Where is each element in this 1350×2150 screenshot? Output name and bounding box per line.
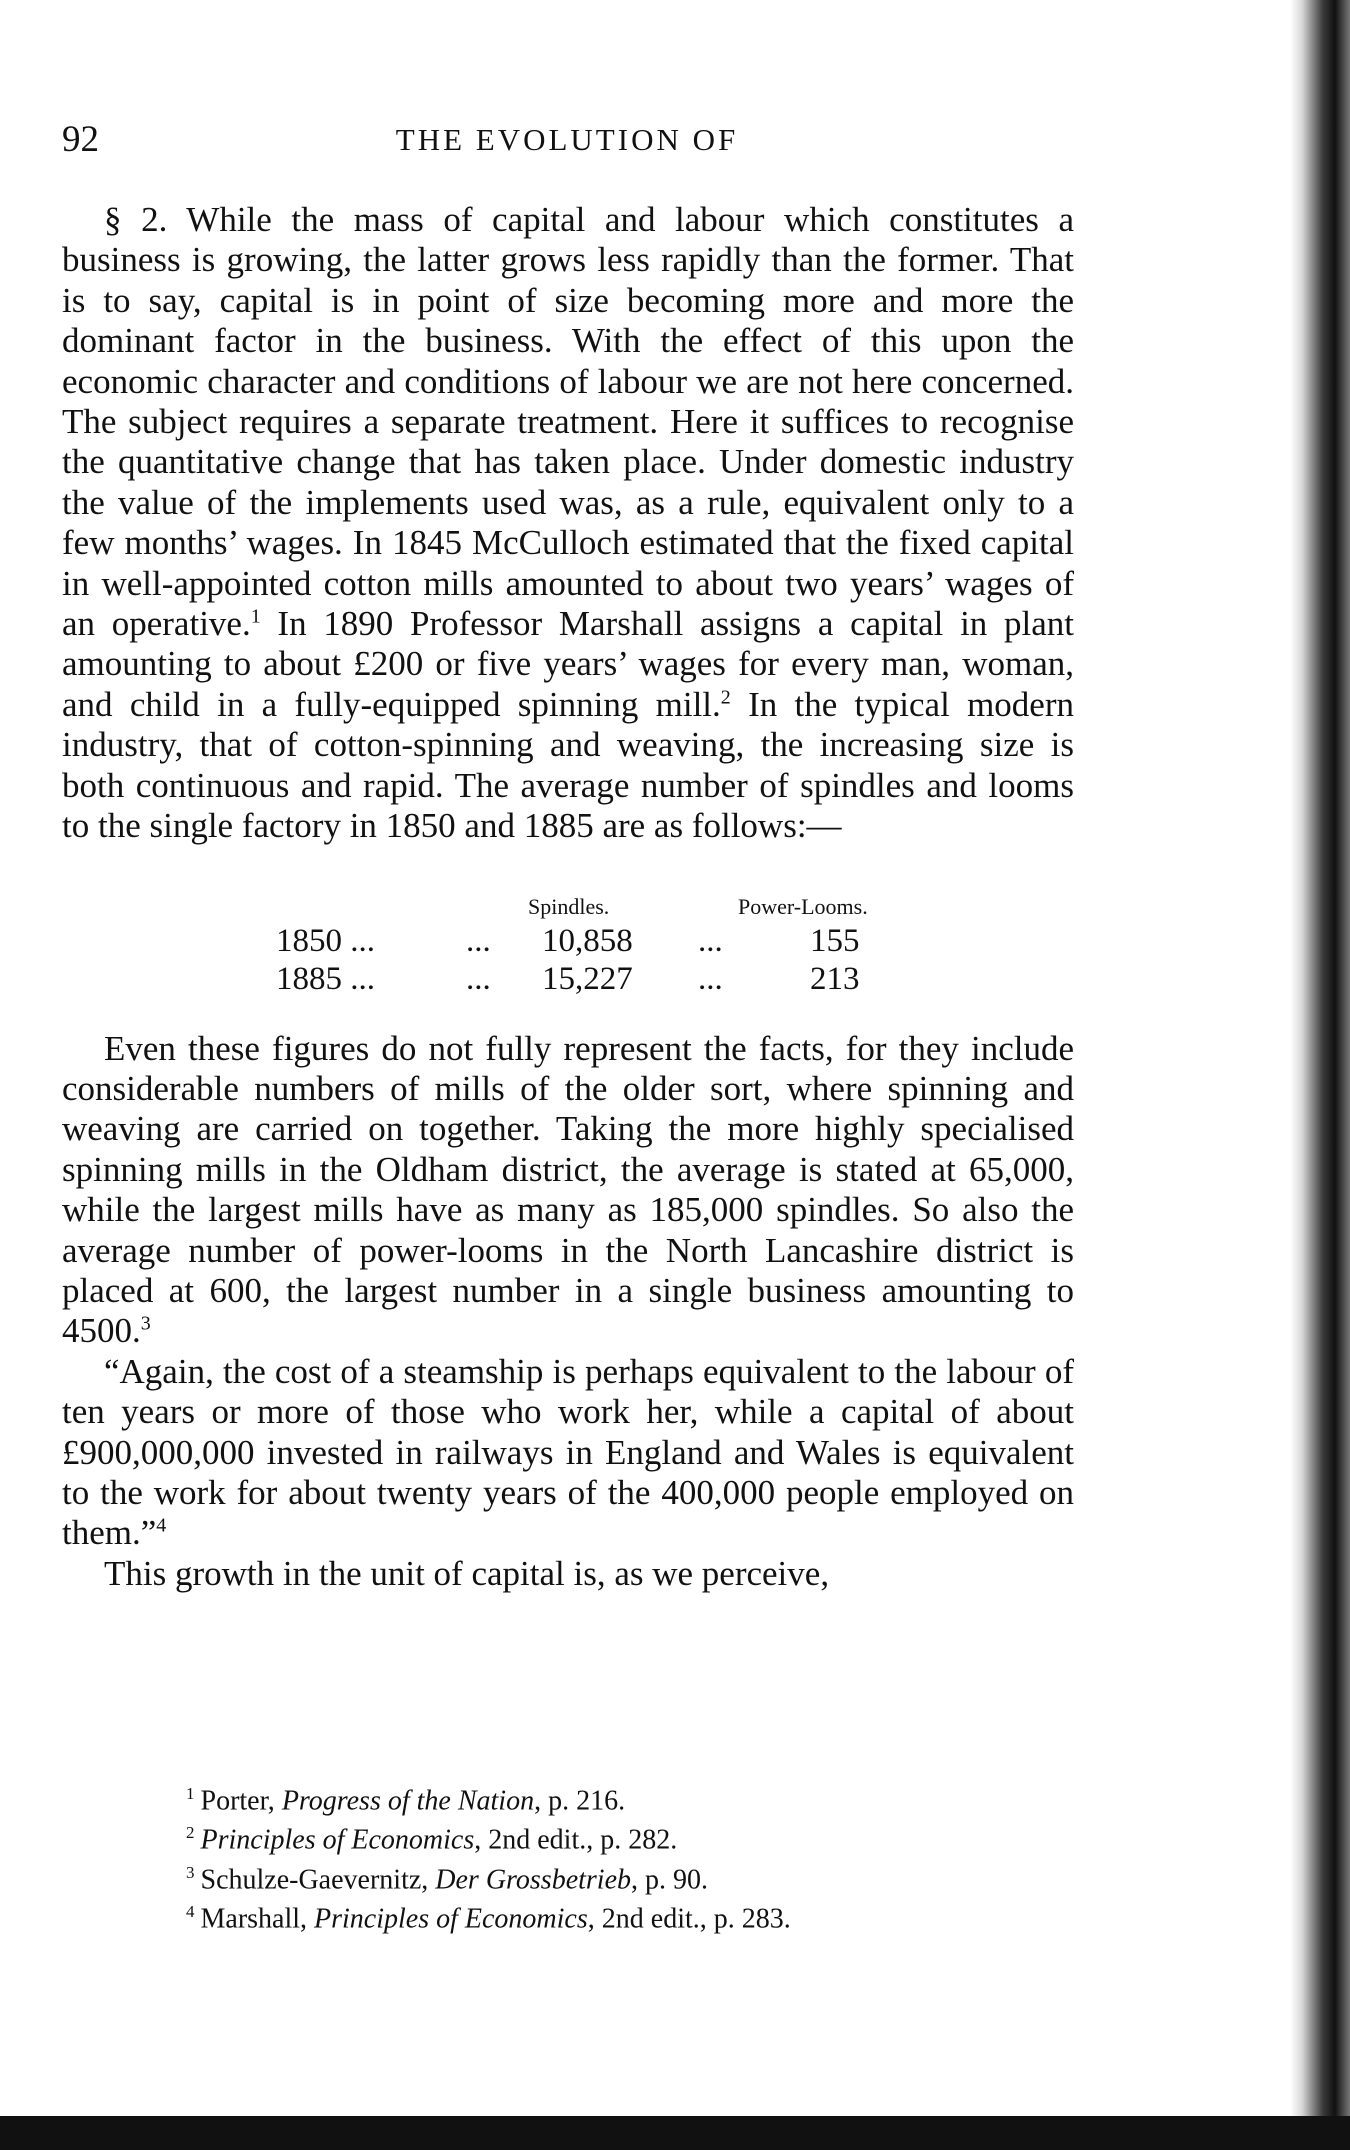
footnote-ref-4: 4 [156, 1514, 167, 1537]
table-header-power-looms: Power-Looms. [738, 893, 868, 919]
footnote-ref-1: 1 [250, 605, 261, 628]
paragraph-1 [62, 200, 1074, 847]
paragraph-3 [62, 1352, 1074, 1554]
footnote-mark: 1 [186, 1784, 195, 1803]
book-binding-edge [1290, 0, 1350, 2150]
table-cell-looms: 213 [810, 960, 860, 997]
footnote-text: , 2nd edit., p. 283. [587, 1903, 791, 1935]
paragraph-4 [62, 1554, 1074, 1594]
footnote-ref-3: 3 [140, 1312, 151, 1335]
paragraph-3-text: “Again, the cost of a steamship is perhaps equivalent to the labour of ten years or more of those who work her, while a capital of about £900,000,000 invested in railways in England and Wales is equivalent to the work for about twenty years of the 400,000 people employed on them.” [62, 1351, 1074, 1553]
table-cell-spindles: 15,227 [542, 960, 633, 997]
spindles-looms-table [62, 887, 1074, 1007]
table-cell-leader: ... [466, 960, 491, 997]
footnote-text: , 2nd edit., p. 282. [474, 1824, 678, 1856]
table-cell-year: 1850 ... [276, 922, 375, 959]
paragraph-1-part-a: § 2. While the mass of capital and labour which constitutes a business is growing, the latter grows less rapidly than the former. That is to say, capital is in point of size becoming more and more the dominant factor in the business. With the effect of this upon the economic character and conditions of labour we are not here concerned. The subject requires a separate treatment. Here it suffices to recognise the quantitative change that has taken place. Under domestic industry the value of the implements used was, as a rule, equivalent only to a few months’ wages. In 1845 McCulloch estimated that the fixed capital in well-appointed cotton mills amounted to about two years’ wages of an operative. [62, 200, 1074, 644]
paragraph-1-part-c: In the typical modern industry, that of cotton-spinning and weaving, the increasing size is both continuous and rapid. The average number of spindles and looms to the single factory in 1850 and 1885 are as follows:— [62, 684, 1075, 846]
paragraph-2-text: Even these figures do not fully represent the facts, for they include considerable numbers of mills of the older sort, where spinning and weaving are carried on together. Taking the more highly specialised spinning mills in the Oldham district, the average is stated at 65,000, while the largest mills have as many as 185,000 spindles. So also the average number of power-looms in the North Lancashire district is placed at 600, the largest number in a single business amounting to 4500. [62, 1028, 1074, 1351]
scan-bottom-edge [0, 2116, 1350, 2150]
footnote [186, 1896, 986, 1935]
page-number: 92 [62, 119, 99, 160]
table-cell-looms: 155 [810, 922, 860, 959]
footnotes [186, 1778, 986, 1935]
footnote-text: Schulze-Gaevernitz, [200, 1863, 436, 1895]
footnote-title: Progress of the Nation [281, 1785, 535, 1817]
footnote-mark: 3 [186, 1862, 195, 1882]
footnote [186, 1778, 986, 1817]
table-cell-year: 1885 ... [276, 960, 375, 997]
footnote-title: Principles of Economics [200, 1824, 475, 1856]
table-cell-leader: ... [466, 922, 491, 959]
page-header [62, 118, 1072, 168]
footnote-text: Marshall, [200, 1903, 315, 1935]
table-cell-leader: ... [698, 960, 723, 997]
table-row [62, 959, 1074, 997]
footnote-text: Porter, [200, 1785, 282, 1817]
footnote-title: Der Grossbetrieb [435, 1863, 632, 1895]
footnote-ref-2: 2 [720, 686, 731, 709]
table-cell-spindles: 10,858 [542, 922, 633, 959]
footnote [186, 1817, 986, 1856]
footnote [186, 1857, 986, 1896]
footnote-mark: 4 [186, 1901, 195, 1921]
table-cell-leader: ... [698, 922, 723, 959]
footnote-text: , p. 90. [631, 1863, 709, 1895]
footnote-text: , p. 216. [534, 1785, 626, 1817]
paragraph-1-part-b: In 1890 Professor Marshall assigns a capital in plant amounting to about £200 or five years’ wages for every man, woman, and child in a fully-equipped spinning mill. [62, 604, 1074, 724]
footnote-title: Principles of Economics [314, 1903, 588, 1935]
table-header-spindles: Spindles. [528, 893, 610, 919]
running-head: THE EVOLUTION OF [395, 122, 739, 157]
footnote-mark: 2 [186, 1823, 195, 1843]
paragraph-2 [62, 1029, 1074, 1352]
paragraph-4-text: This growth in the unit of capital is, as we perceive, [104, 1553, 830, 1593]
table-row [62, 921, 1074, 959]
main-text [62, 200, 1074, 1594]
